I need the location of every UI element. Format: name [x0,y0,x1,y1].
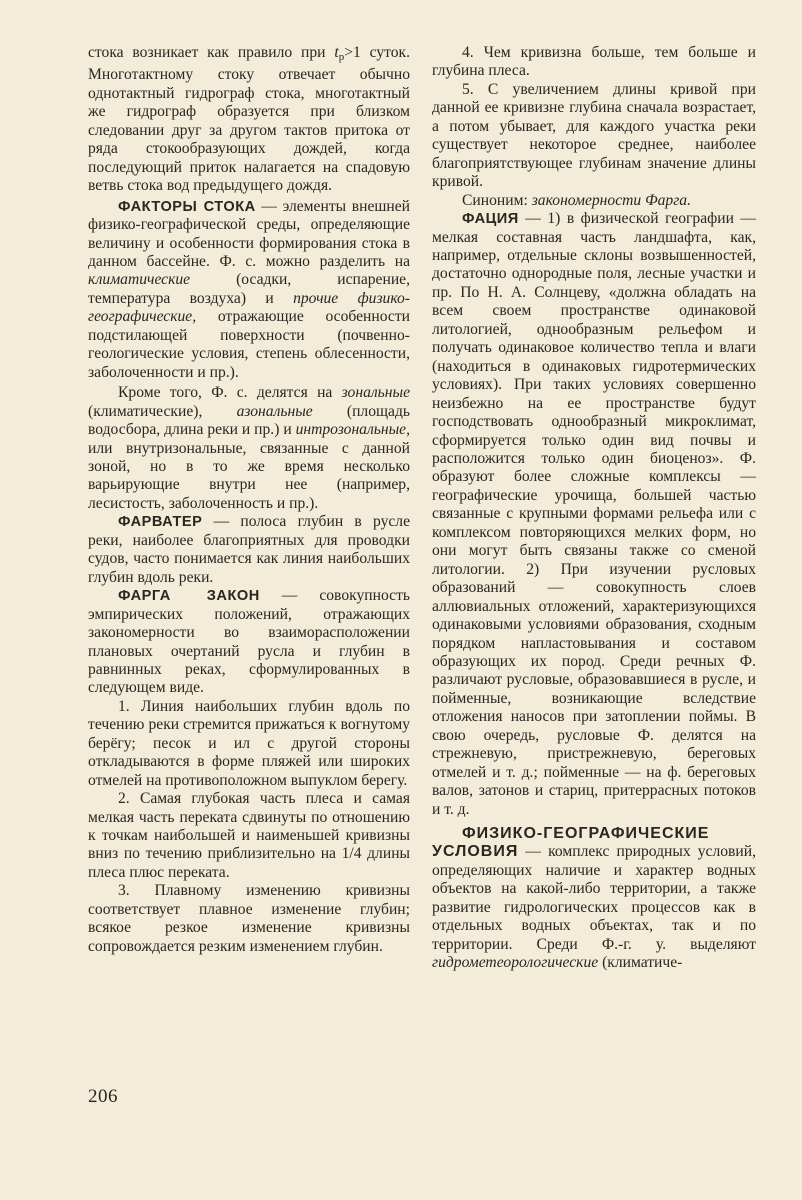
entry-term-conditions: УСЛОВИЯ [432,843,519,861]
entry-text: (климатиче- [598,954,683,972]
farga-item-4: 4. Чем кривизна больше, тем больше и глубина плеса. [432,44,756,80]
entry-italic: интрозональные, [295,421,410,439]
entry-term-physgeo: ФИЗИКО-ГЕОГРАФИЧЕСКИЕ [462,825,710,843]
entry-farga [88,587,410,698]
entry-term-zakon: ЗАКОН [206,588,260,605]
intro-text-rest: суток. Многотактному стоку отвечает обычно однотактный гидрограф стока, многотактный же гидрограф образуется при близком следовании друг за другом тактов притока от ряда стокообразующих дождей, когда последующий приток налагается на спадовую ветвь стока вод предыдущего дождя. [88,44,411,195]
entry-text: 2. Самая глубокая часть плеса и самая мелкая часть переката сдвинуты по отношению к точкам наибольшей и наименьшей кривизны вниз по течению приблизительно на [88,790,410,863]
entry-italic: зональные [341,384,410,402]
farga-item-1: 1. Линия наибольших глубин вдоль по течению реки стремится прижаться к вогнутому берёгу; песок и ил с другой стороны откладываются в форме пляжей или широких отмелей на противоположном выпуклом берегу. [88,697,410,789]
entry-italic: гидрометеорологические [432,954,599,972]
intro-paragraph [88,44,410,196]
entry-text: — комплекс природных условий, определяющих наличие и характер водных объектов на какой-либо территории, а также развитие гидрологических процессов как в отдельных водных объектах, так и по территории. Среди Ф.-г. у. выделяют [432,843,756,953]
page-number: 206 [88,1086,118,1107]
entry-text: — элементы внешней физико-географической среды, определяющие величину и особенности формирования стока в данном бассейне. Ф. с. можно разделить на [88,197,411,270]
intro-symbol: t [334,44,339,61]
farga-item-3: 3. Плавному изменению кривизны соответствует плавное изменение глубин; всякое резкое изменение кривизны сопровождается резким изменением глубин. [88,882,410,955]
entry-term-factors: ФАКТОРЫ СТОКА [118,198,256,215]
entry-italic: закономерности Фарга. [531,191,691,209]
farga-item-5: 5. С увеличением длины кривой при данной ее кривизне глубина сначала возрастает, а потом убывает, для каждого участка реки существует некоторое среднее, наиболее благоприятствующее глубинам значение длины кривой. [432,80,756,191]
entry-text: — полоса глубин в русле реки, наиболее благоприятных для проводки судов, часто понимается как линия наибольших глубин вдоль реки. [88,513,410,586]
right-column [432,44,756,973]
entry-text: отражающие особенности подстилающей поверхности (почвенно-геологические условия, степень облесенности, заболоченности и пр.). [88,308,410,381]
intro-inequality: >1 [344,44,361,61]
entry-text: (площадь водосбора, длина реки и пр.) и [88,402,410,439]
entry-farvater [88,513,410,587]
left-column [88,44,410,956]
entry-text: (климатические), [88,402,237,420]
entry-text: Кроме того, Ф. с. делятся на [118,384,342,402]
entry-term-facia: ФАЦИЯ [462,211,519,228]
entry-text: или внутризональные, связанные с данной зоной, но в то же время несколько варьирующие внутри нее (например, лесистость, заболоченность и пр.). [88,439,410,512]
entry-text: (осадки, испарение, температура воздуха) и [88,271,410,307]
entry-factors [88,198,410,383]
entry-italic: климатические [88,271,191,289]
entry-text: Синоним: [462,191,532,209]
entry-italic: прочие физико-географические, [88,289,411,326]
factors-second-paragraph [88,384,410,513]
entry-text: — 1) в физической географии — мелкая составная часть ландшафта, как, например, отдельные склоны возвышенностей, достаточно однородные поля, лесные участки и пр. По Н. А. Солнцеву, «должна обладать на всем своем пространстве одинаковой литологией, однообразным рельефом и получать одинаковое количество тепла и влаги (находиться в одинаковых гидротермических условиях). При таких условиях совершенно неизбежно на ее пространстве будут господствовать однообразный микроклимат, сформируется только один вид почвы и расположится только один биоценоз». Ф. образуют более сложные комплексы — географические урочища, большей частью связанные с крупными формами рельефа или с комплексом повторяющихся мелких форм, но они могут быть связаны также со сменой литологии. 2) При изучении русловых образований — совокупность слоев аллювиальных отложений, характеризующихся одинаковыми условиями образования, сходным порядком напластовывания и составом образующих их пород. Среди речных Ф. различают русловые, образовавшиеся в русле, и пойменные, возникающие вследствие отложения наносов при затоплении поймы. В свою очередь, русловые Ф. делятся на стрежневую, пристрежневую, береговых отмелей и т. д.; пойменные — на ф. береговых валов, затонов и стариц, притеррасных потоков и т. д. [432,210,756,818]
entry-physgeo-conditions [432,825,756,973]
synonym-line [432,192,756,210]
fraction: 1/4 [341,845,362,863]
farga-item-2 [88,790,410,882]
entry-text: длины плеса плюс переката. [88,845,411,881]
entry-facia [432,210,756,819]
intro-text: стока возникает как правило при [88,44,335,61]
entry-italic: азональные [236,402,313,420]
entry-term-farvater: ФАРВАТЕР [118,514,203,531]
entry-text: — совокупность эмпирических положений, отражающих закономерности во взаиморасположении плановых очертаний русла и глубин в равнинных реках, сформулированных в следующем виде. [88,587,410,697]
intro-subscript: p [338,51,345,63]
entry-term-farga: ФАРГА [118,588,171,605]
